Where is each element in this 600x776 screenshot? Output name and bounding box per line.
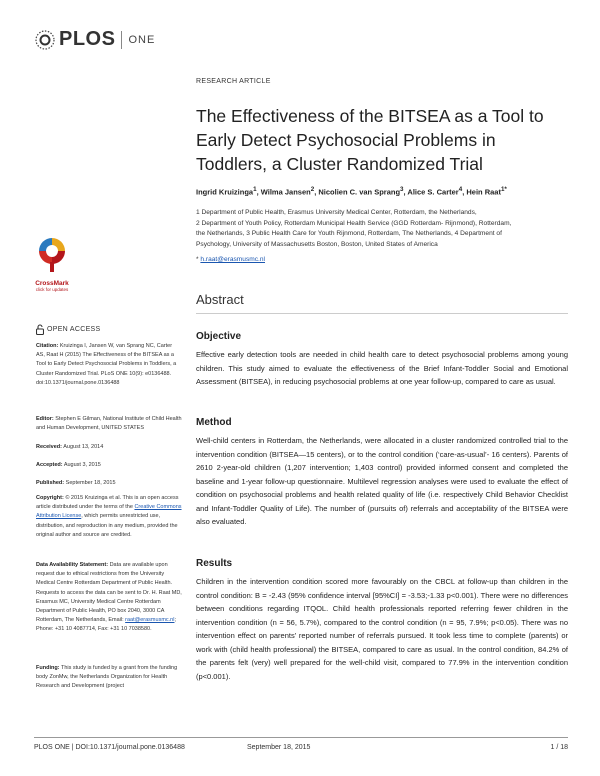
objective-heading: Objective xyxy=(196,331,242,342)
article-type: RESEARCH ARTICLE xyxy=(196,78,271,85)
plos-one-logo[interactable] xyxy=(34,28,155,51)
accepted-block xyxy=(36,461,182,470)
data-availability-label: Data Availability Statement: xyxy=(36,562,109,568)
accepted-label: Accepted: xyxy=(36,462,63,468)
footer-date: September 18, 2015 xyxy=(247,744,311,751)
received-label: Received: xyxy=(36,444,62,450)
open-lock-icon xyxy=(36,324,44,335)
logo-journal: ONE xyxy=(128,33,156,46)
license-link[interactable]: Creative Commons Attribution License xyxy=(36,504,182,520)
editor-block xyxy=(36,415,182,433)
footer-divider xyxy=(34,737,568,738)
corresponding-email: * h.raat@erasmusmc.nl xyxy=(196,256,265,263)
accepted-date: August 3, 2015 xyxy=(63,462,101,468)
citation-block xyxy=(36,342,182,388)
data-email-link[interactable]: raat@erasmusmc.nl xyxy=(125,617,175,624)
published-date: September 18, 2015 xyxy=(65,480,116,486)
funding-label: Funding: xyxy=(36,665,60,671)
affiliation-line: the Netherlands, 3 Public Health Care for Youth Rijnmond, Rotterdam, The Netherlands, 4 Department of xyxy=(196,230,502,237)
open-access-badge xyxy=(36,324,100,335)
author-sup: 3 xyxy=(400,186,404,193)
logo-name: PLOS xyxy=(59,28,116,50)
author[interactable]: Hein Raat xyxy=(466,187,501,197)
data-availability-text: Data are available upon request due to ethical restrictions from the University Medical Centre Rotterdam Department of Public Health. Requests to access the data can be sent to Dr. H. Raat MD, Erasmus MC, University Medical Centre Rotterdam Department of Public Health, PO box 2040, 3000 CA Rotterdam, The Netherlands, Email: xyxy=(36,562,182,624)
received-block xyxy=(36,443,182,452)
results-heading: Results xyxy=(196,558,233,569)
copyright-block xyxy=(36,494,182,540)
abstract-heading: Abstract xyxy=(196,292,244,307)
page-number: 1 / 18 xyxy=(550,744,568,751)
funding-block xyxy=(36,664,182,692)
copyright-text-pre: © 2015 Kruizinga et al. This is an open access article distributed under the terms of the xyxy=(36,495,179,511)
article-title: The Effectiveness of the BITSEA as a Tool to Early Detect Psychosocial Problems in Toddlers, a Cluster Randomized Trial xyxy=(196,106,544,174)
editor-label: Editor: xyxy=(36,416,54,422)
author[interactable]: Nicolien C. van Sprang xyxy=(318,187,401,197)
author[interactable]: Alice S. Carter xyxy=(407,187,459,197)
citation-label: Citation: xyxy=(36,343,59,349)
crossmark-icon xyxy=(37,236,67,274)
method-heading: Method xyxy=(196,417,232,428)
footer-doi[interactable]: PLOS ONE | DOI:10.1371/journal.pone.0136488 xyxy=(34,744,185,751)
published-label: Published: xyxy=(36,480,65,486)
author-sup: 1 xyxy=(253,186,257,193)
published-block xyxy=(36,479,182,488)
affiliation-line: 1 Department of Public Health, Erasmus University Medical Center, Rotterdam, the Netherlands, xyxy=(196,209,477,216)
objective-text: Effective early detection tools are needed in child health care to detect psychosocial problems among young children. This study aimed to evaluate the effectiveness of the Brief Infant-Toddler Social and Emotional Assessment (BITSEA), in reducing psychosocial problems at one year follow-up, compared to care as usual. xyxy=(196,350,568,386)
affiliation-line: 2 Department of Youth Policy, Rotterdam Municipal Health Service (GGD Rotterdam- Rijnmond), Rotterdam, xyxy=(196,219,512,227)
copyright-label: Copyright: xyxy=(36,495,64,501)
author-list: Ingrid Kruizinga$^1$, Wilma Jansen$^2$, Nicolien C. van Sprang$^3$, Alice S. Carter$^4$, Hein Raat$^{1*}$ xyxy=(196,186,507,197)
author-sup: 1* xyxy=(500,186,507,193)
results-text: Children in the intervention condition scored more favourably on the CBCL at follow-up than children in the control condition: B = -2.43 (95% confidence interval [95%CI] = -3.53;-1.33 p<0.001). There were no differences between conditions regarding ITQOL. Child health professionals reported referring fewer children in the intervention condition (n = 56, 5.7%), compared to the control condition (n = 95, 7.9%; p<0.05). There was no intervention effect on parents’ reported number of referrals pursued. It took less time to complete (parents) or work with (child health professional) the BITSEA, compared to care as usual. In the control condition, 84.2% of the parents felt (very) well prepared for the well-child visit, compared to 77.9% in the intervention condition (p<0.001). xyxy=(196,577,568,681)
affiliations xyxy=(196,208,568,250)
editor-text: Stephen E Gilman, National Institute of Child Health and Human Development, UNITED STATES xyxy=(36,416,182,432)
author[interactable]: Ingrid Kruizinga xyxy=(196,187,254,197)
crossmark-sub: click for updates xyxy=(35,287,69,292)
data-availability-post: ; Phone: +31 10 4087714, Fax: +31 10 7038580. xyxy=(36,617,176,633)
email-link[interactable]: h.raat@erasmusmc.nl xyxy=(200,256,265,263)
funding-text: This study is funded by a grant from the funding body ZonMw, the Netherlands Organization for Health Research and Development (project xyxy=(36,665,178,690)
author-sup: 2 xyxy=(310,186,315,193)
citation-text: Kruizinga I, Jansen W, van Sprang NC, Carter AS, Raat H (2015) The Effectiveness of the BITSEA as a Tool to Early Detect Psychosocial Problems in Toddlers, a Cluster Randomized Trial. PLoS ONE 10(9): e0136488. doi:10.1371/journal.pone.0136488 xyxy=(36,343,177,386)
abstract-divider xyxy=(196,313,568,314)
open-access-label: OPEN ACCESS xyxy=(47,326,101,333)
affiliation-line: Psychology, University of Massachusetts Boston, Boston, United States of America xyxy=(196,240,438,248)
crossmark-label: CrossMark xyxy=(35,280,69,287)
author[interactable]: Wilma Jansen xyxy=(260,187,311,197)
copyright-text-post: , which permits unrestricted use, distribution, and reproduction in any medium, provided the original author and source are credited. xyxy=(36,513,178,538)
author-sup: 4 xyxy=(458,186,463,193)
logo-divider xyxy=(121,31,122,49)
received-date: August 13, 2014 xyxy=(63,444,104,450)
plos-logo-icon xyxy=(34,29,56,51)
data-availability-block xyxy=(36,561,182,635)
method-text: Well-child centers in Rotterdam, the Netherlands, were allocated in a cluster randomized controlled trial to the intervention condition (BITSEA—15 centers), or to the control condition (‘care-as-usual’- 16 centers). Parents of 2610 2-year-old children (1,207 intervention; 1,403 control) provided informed consent and completed the baseline and 1-year follow-up questionnaire. Multilevel regression analyses were used to evaluate the effect of condition on psychosocial problems and health related quality of life (i.e. respectively Child Behavior Checklist and Infant-Toddler Quality of Life). The number of (pursuits of) referrals and acceptability of the BITSEA were also evaluated. xyxy=(196,436,568,526)
crossmark-badge[interactable] xyxy=(33,236,71,292)
